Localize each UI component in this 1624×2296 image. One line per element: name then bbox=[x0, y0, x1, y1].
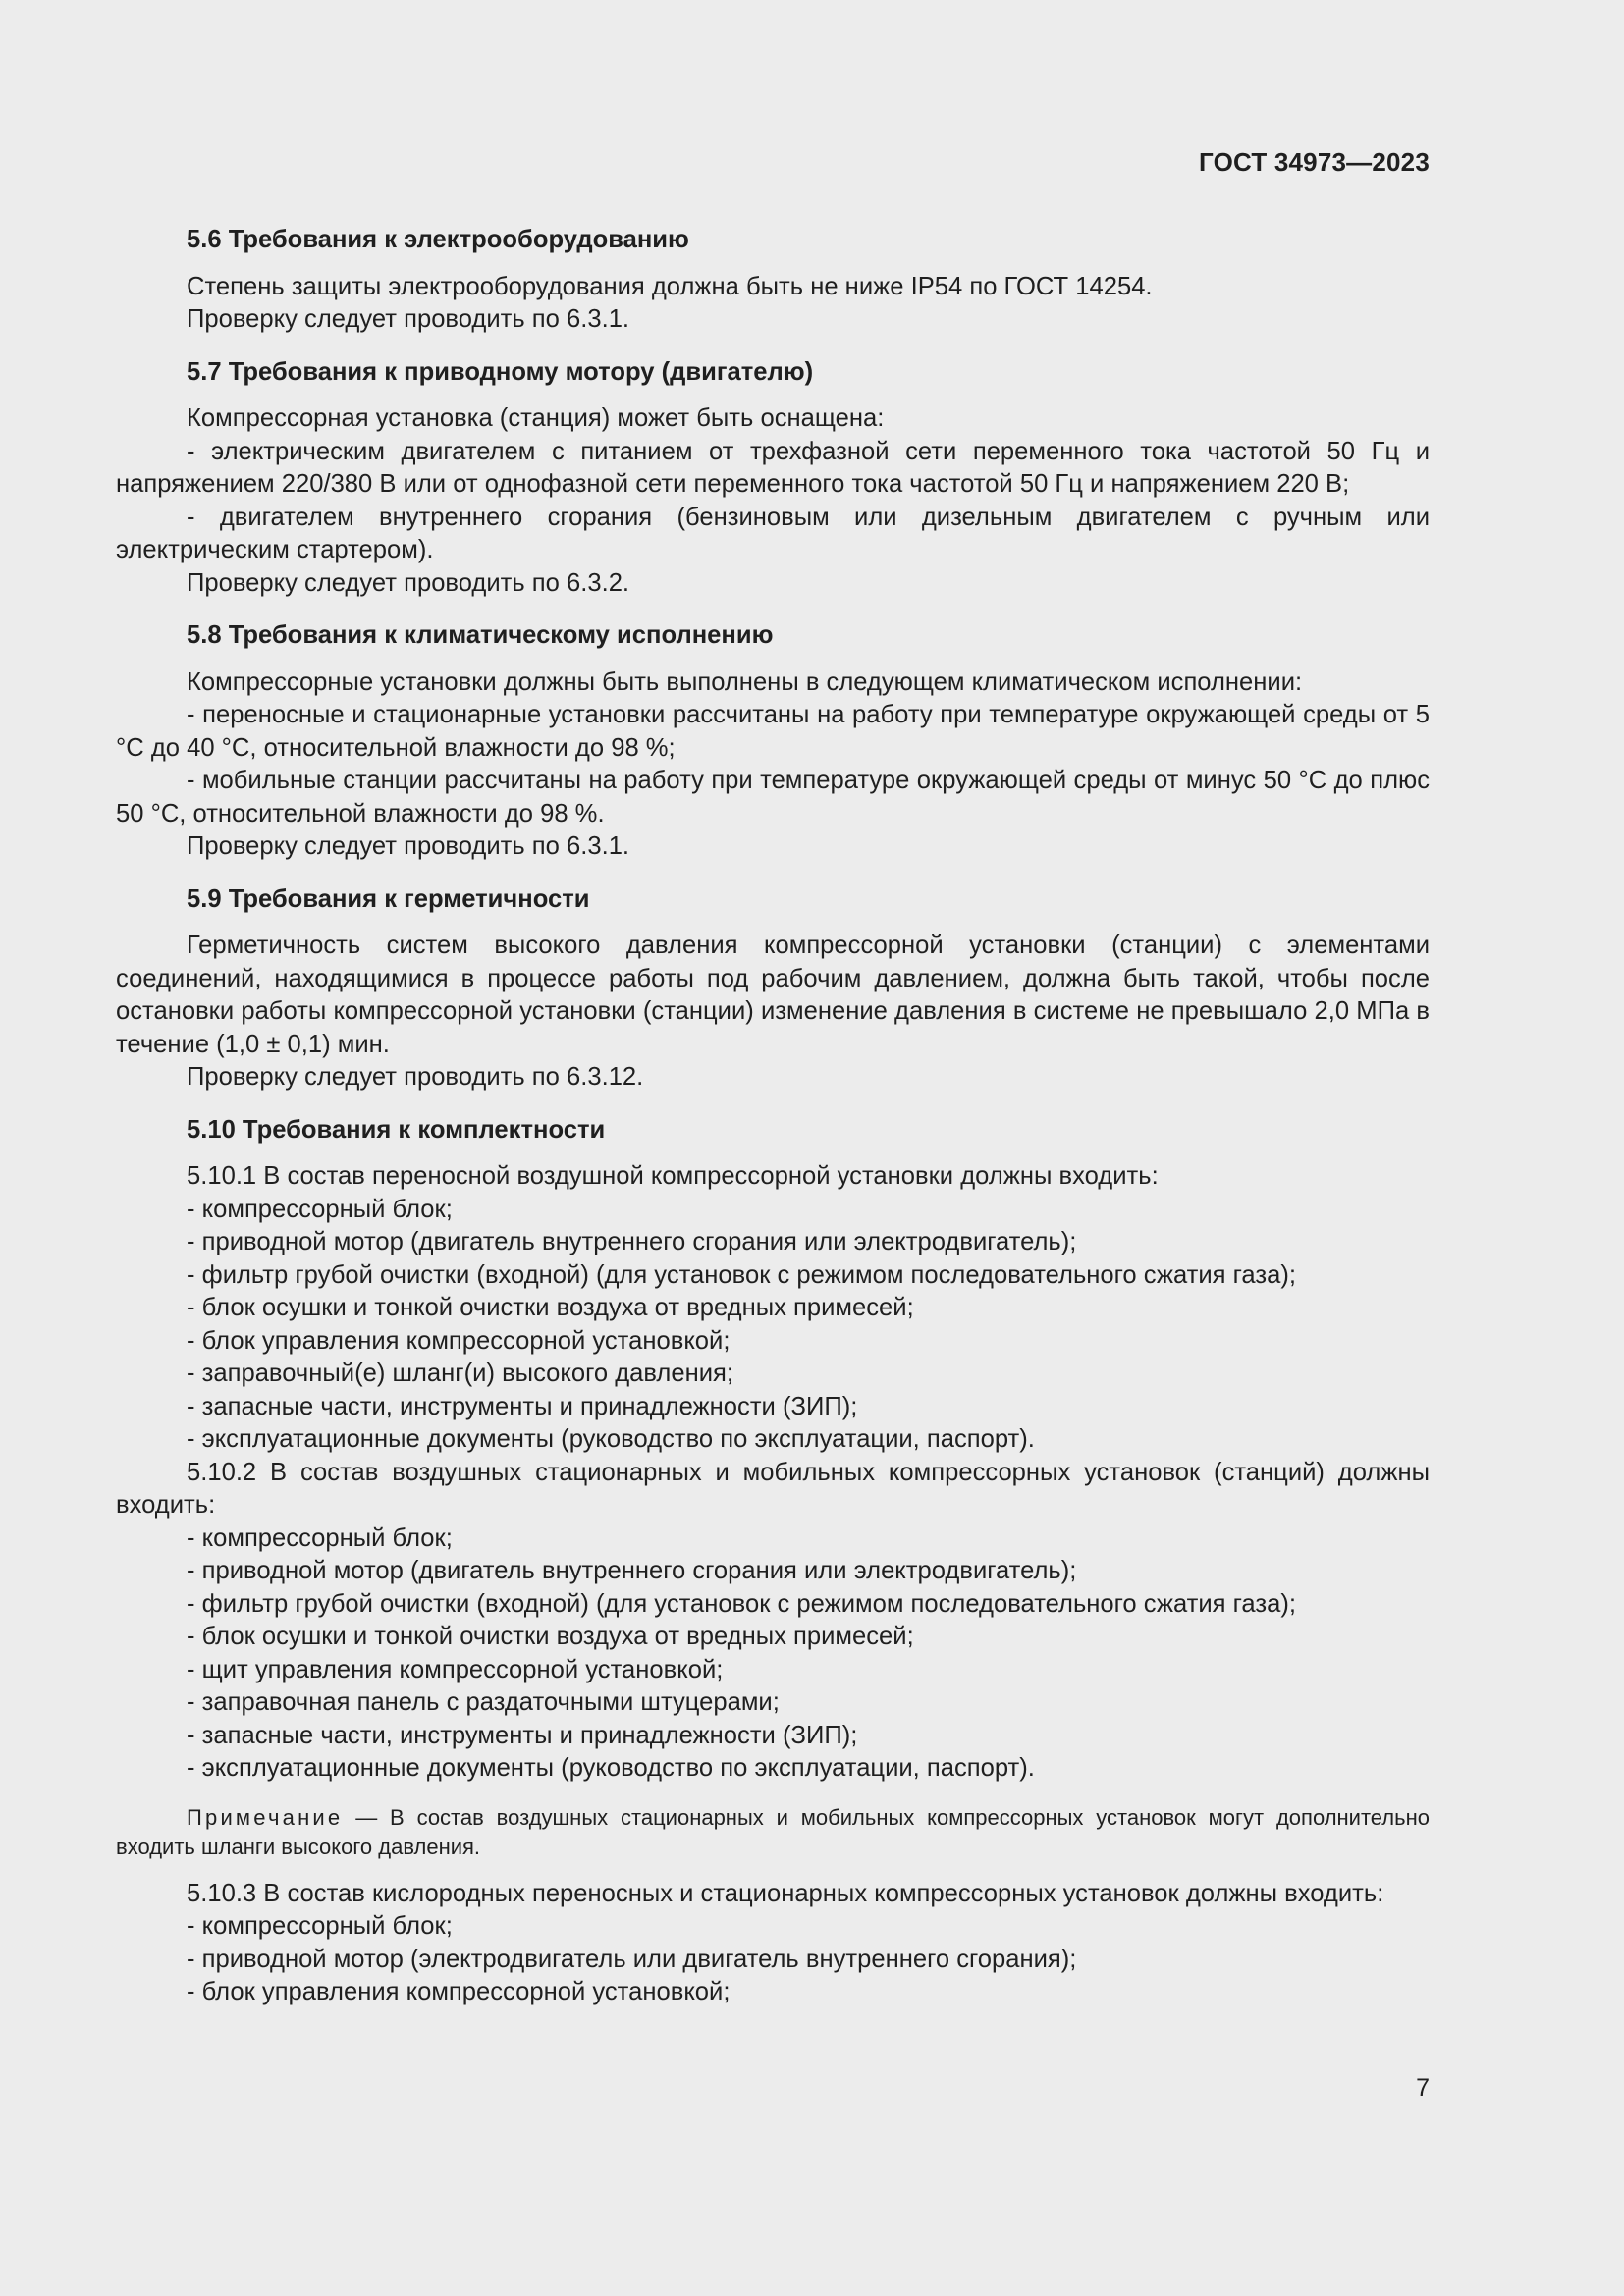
section-5-10 bbox=[116, 1114, 1430, 2009]
section-5-7-title: 5.7 Требования к приводному мотору (двигателю) bbox=[187, 357, 814, 386]
list-item: - эксплуатационные документы (руководство по эксплуатации, паспорт). bbox=[187, 1754, 1035, 1782]
section-5-7 bbox=[116, 356, 1430, 601]
note-text: — В состав воздушных стационарных и мобильных компрессорных установок могут дополнительно входить шланги высокого давления. bbox=[116, 1804, 1430, 1859]
section-5-8-item: - переносные и стационарные установки рассчитаны на работу при температуре окружающей среды от 5 °С до 40 °С, относительной влажности до 98 %; bbox=[116, 701, 1430, 762]
clause-5-10-1-intro: 5.10.1 В состав переносной воздушной компрессорной установки должны входить: bbox=[187, 1162, 1159, 1190]
list-item: - компрессорный блок; bbox=[187, 1912, 453, 1940]
list-item: - щит управления компрессорной установкой; bbox=[187, 1655, 724, 1683]
document-body bbox=[116, 224, 1430, 2029]
clause-5-10-3-list bbox=[116, 1910, 1430, 2009]
section-5-8-title: 5.8 Требования к климатическому исполнению bbox=[187, 621, 774, 649]
list-item: - эксплуатационные документы (руководство по эксплуатации, паспорт). bbox=[187, 1425, 1035, 1453]
clause-5-10-2-list bbox=[116, 1522, 1430, 1786]
section-5-8-intro: Компрессорные установки должны быть выполнены в следующем климатическом исполнении: bbox=[187, 667, 1303, 696]
list-item: - фильтр грубой очистки (входной) (для установок с режимом последовательного сжатия газа); bbox=[187, 1260, 1296, 1289]
section-5-9-paragraph: Герметичность систем высокого давления компрессорной установки (станции) с элементами соединений, находящимися в процессе работы под рабочим давлением, должна быть такой, чтобы после остановки работы компрессорной установки (станции) изменение давления в системе не превышало 2,0 МПа в течение (1,0 ± 0,1) мин. bbox=[116, 932, 1430, 1058]
list-item: - блок осушки и тонкой очистки воздуха от вредных примесей; bbox=[187, 1294, 914, 1321]
list-item: - приводной мотор (двигатель внутреннего сгорания или электродвигатель); bbox=[187, 1228, 1077, 1255]
section-5-9-check: Проверку следует проводить по 6.3.12. bbox=[187, 1063, 644, 1091]
list-item: - блок осушки и тонкой очистки воздуха от вредных примесей; bbox=[187, 1623, 914, 1650]
list-item: - блок управления компрессорной установкой; bbox=[187, 1978, 731, 2005]
note-label: Примечание bbox=[187, 1804, 344, 1830]
section-5-7-intro: Компрессорная установка (станция) может быть оснащена: bbox=[187, 404, 885, 432]
list-item: - приводной мотор (двигатель внутреннего сгорания или электродвигатель); bbox=[187, 1557, 1077, 1584]
clause-5-10-1-list bbox=[116, 1194, 1430, 1457]
section-5-10-title: 5.10 Требования к комплектности bbox=[187, 1115, 606, 1144]
section-5-8-check: Проверку следует проводить по 6.3.1. bbox=[187, 832, 630, 860]
list-item: - запасные части, инструменты и принадлежности (ЗИП); bbox=[187, 1721, 858, 1749]
section-5-9 bbox=[116, 883, 1430, 1095]
list-item: - фильтр грубой очистки (входной) (для установок с режимом последовательного сжатия газа); bbox=[187, 1589, 1296, 1618]
list-item: - запасные части, инструменты и принадлежности (ЗИП); bbox=[187, 1392, 858, 1420]
list-item: - приводной мотор (электродвигатель или двигатель внутреннего сгорания); bbox=[187, 1945, 1077, 1973]
section-5-9-title: 5.9 Требования к герметичности bbox=[187, 884, 590, 913]
clause-5-10-2-intro: 5.10.2 В состав воздушных стационарных и мобильных компрессорных установок (станций) должны входить: bbox=[116, 1458, 1430, 1519]
list-item: - компрессорный блок; bbox=[187, 1523, 453, 1552]
note bbox=[116, 1803, 1430, 1862]
list-item: - заправочный(е) шланг(и) высокого давления; bbox=[187, 1360, 733, 1387]
section-5-8-item: - мобильные станции рассчитаны на работу при температуре окружающей среды от минус 50 °С до плюс 50 °С, относительной влажности до 98 %. bbox=[116, 767, 1430, 828]
clause-5-10-3-intro: 5.10.3 В состав кислородных переносных и стационарных компрессорных установок должны входить: bbox=[187, 1879, 1384, 1907]
section-5-6 bbox=[116, 224, 1430, 337]
section-5-7-item: - двигателем внутреннего сгорания (бензиновым или дизельным двигателем с ручным или электрическим стартером). bbox=[116, 503, 1430, 563]
section-5-6-paragraph: Степень защиты электрооборудования должна быть не ниже IP54 по ГОСТ 14254. bbox=[187, 272, 1153, 300]
section-5-6-check: Проверку следует проводить по 6.3.1. bbox=[187, 305, 630, 333]
list-item: - компрессорный блок; bbox=[187, 1195, 453, 1223]
section-5-7-item: - электрическим двигателем с питанием от трехфазной сети переменного тока частотой 50 Гц и напряжением 220/380 В или от однофазной сети переменного тока частотой 50 Гц и напряжением 220 В; bbox=[116, 437, 1430, 498]
list-item: - блок управления компрессорной установкой; bbox=[187, 1326, 731, 1355]
section-5-6-title: 5.6 Требования к электрооборудованию bbox=[187, 226, 689, 253]
section-5-8 bbox=[116, 619, 1430, 864]
page-number: 7 bbox=[1416, 2074, 1430, 2102]
section-5-7-check: Проверку следует проводить по 6.3.2. bbox=[187, 568, 630, 597]
list-item: - заправочная панель с раздаточными штуцерами; bbox=[187, 1688, 780, 1716]
document-code-header: ГОСТ 34973—2023 bbox=[1199, 147, 1430, 177]
